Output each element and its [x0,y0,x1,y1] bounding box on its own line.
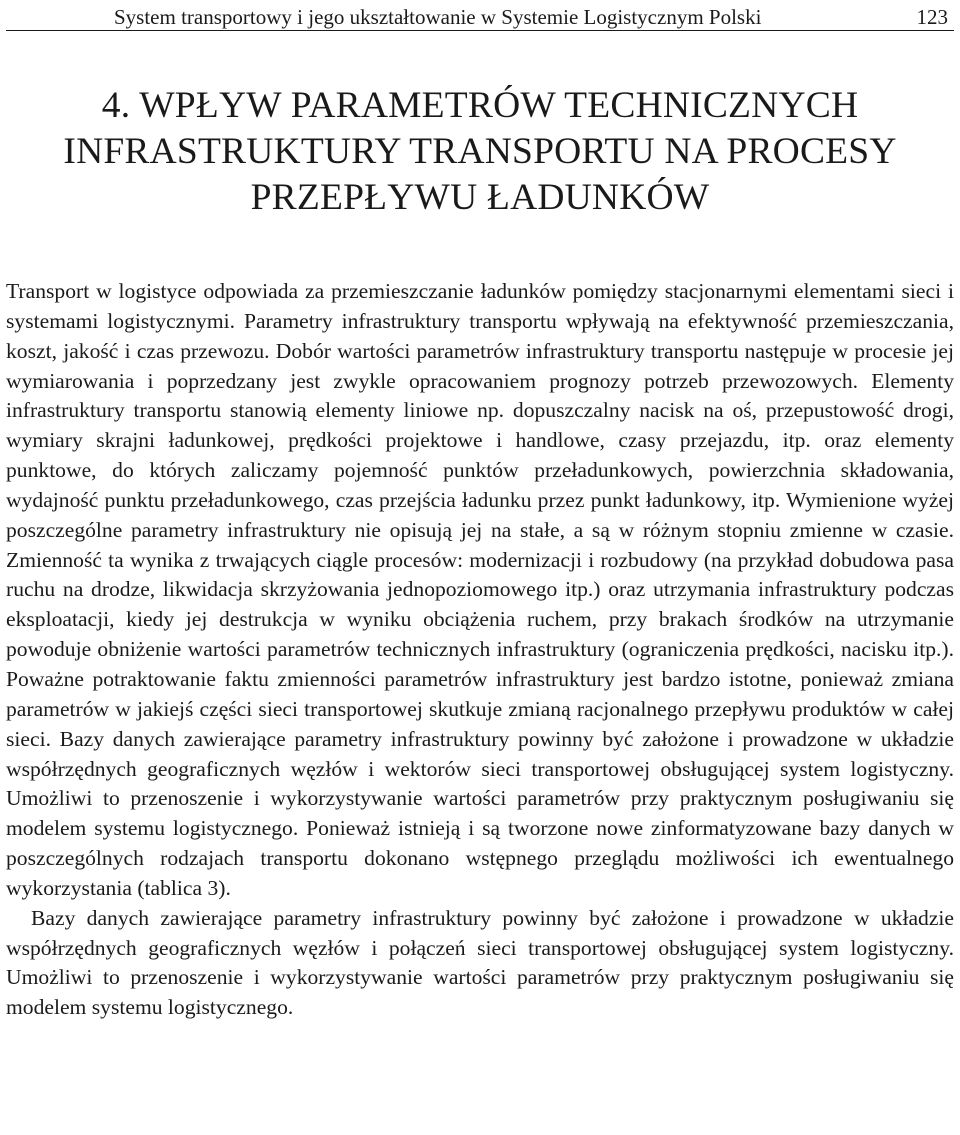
chapter-title-line-1: 4. WPŁYW PARAMETRÓW TECHNICZNYCH [101,85,859,126]
page-number: 123 [916,5,948,29]
paragraph-1: Transport w logistyce odpowiada za przemieszczanie ładunków pomiędzy stacjonarnymi elementami sieci i systemami logistycznymi. Parametry infrastruktury transportu wpływają na efektywność przemieszczania, koszt, jakość i czas przewozu. Dobór wartości parametrów infrastruktury transportu następuje w procesie jej wymiarowania i poprzedzany jest zwykle opracowaniem prognozy potrzeb przewozowych. Elementy infrastruktury transportu stanowią elementy liniowe np. dopuszczalny nacisk na oś, przepustowość drogi, wymiary skrajni ładunkowej, prędkości projektowe i handlowe, czasy przejazdu, itp. oraz elementy punktowe, do których zaliczamy pojemność punktów przeładunkowych, powierzchnia składowania, wydajność punktu przeładunkowego, czas przejścia ładunku przez punkt ładunkowy, itp. Wymienione wyżej poszczególne parametry infrastruktury nie opisują jej na stałe, a są w różnym stopniu zmienne w czasie. Zmienność ta wynika z trwających ciągle procesów: modernizacji i rozbudowy (na przykład dobudowa pasa ruchu na drodze, likwidacja skrzyżowania jednopoziomowego itp.) oraz utrzymania infrastruktury podczas eksploatacji, kiedy jej destrukcja w wyniku obciążenia ruchem, przy brakach środków na utrzymanie powoduje obniżenie wartości parametrów technicznych infrastruktury (ograniczenia prędkości, nacisku itp.). Poważne potraktowanie faktu zmienności parametrów infrastruktury jest bardzo istotne, ponieważ zmiana parametrów w jakiejś części sieci transportowej skutkuje zmianą racjonalnego przepływu produktów w całej sieci. Bazy danych zawierające parametry infrastruktury powinny być założone i prowadzone w układzie współrzędnych geograficznych węzłów i wektorów sieci transportowej obsługującej system logistyczny. Umożliwi to przenoszenie i wykorzystywanie wartości parametrów przy praktycznym posługiwaniu się modelem systemu logistycznego. Ponieważ istnieją i są tworzone nowe zinformatyzowane bazy danych w poszczególnych rodzajach transportu dokonano wstępnego przeglądu możliwości ich ewentualnego wykorzystania (tablica 3). [6,279,954,900]
running-title: System transportowy i jego ukształtowanie w Systemie Logistycznym Polski [114,5,762,29]
chapter-title [6,83,954,221]
body-text [6,277,954,1023]
chapter-title-line-3: PRZEPŁYWU ŁADUNKÓW [250,177,710,218]
running-header [6,0,954,31]
chapter-title-line-2: INFRASTRUKTURY TRANSPORTU NA PROCESY [63,131,897,172]
paragraph-2: Bazy danych zawierające parametry infrastruktury powinny być założone i prowadzone w układzie współrzędnych geograficznych węzłów i połączeń sieci transportowej obsługującej system logistyczny. Umożliwi to przenoszenie i wykorzystywanie wartości parametrów przy praktycznym posługiwaniu się modelem systemu logistycznego. [6,905,954,1020]
